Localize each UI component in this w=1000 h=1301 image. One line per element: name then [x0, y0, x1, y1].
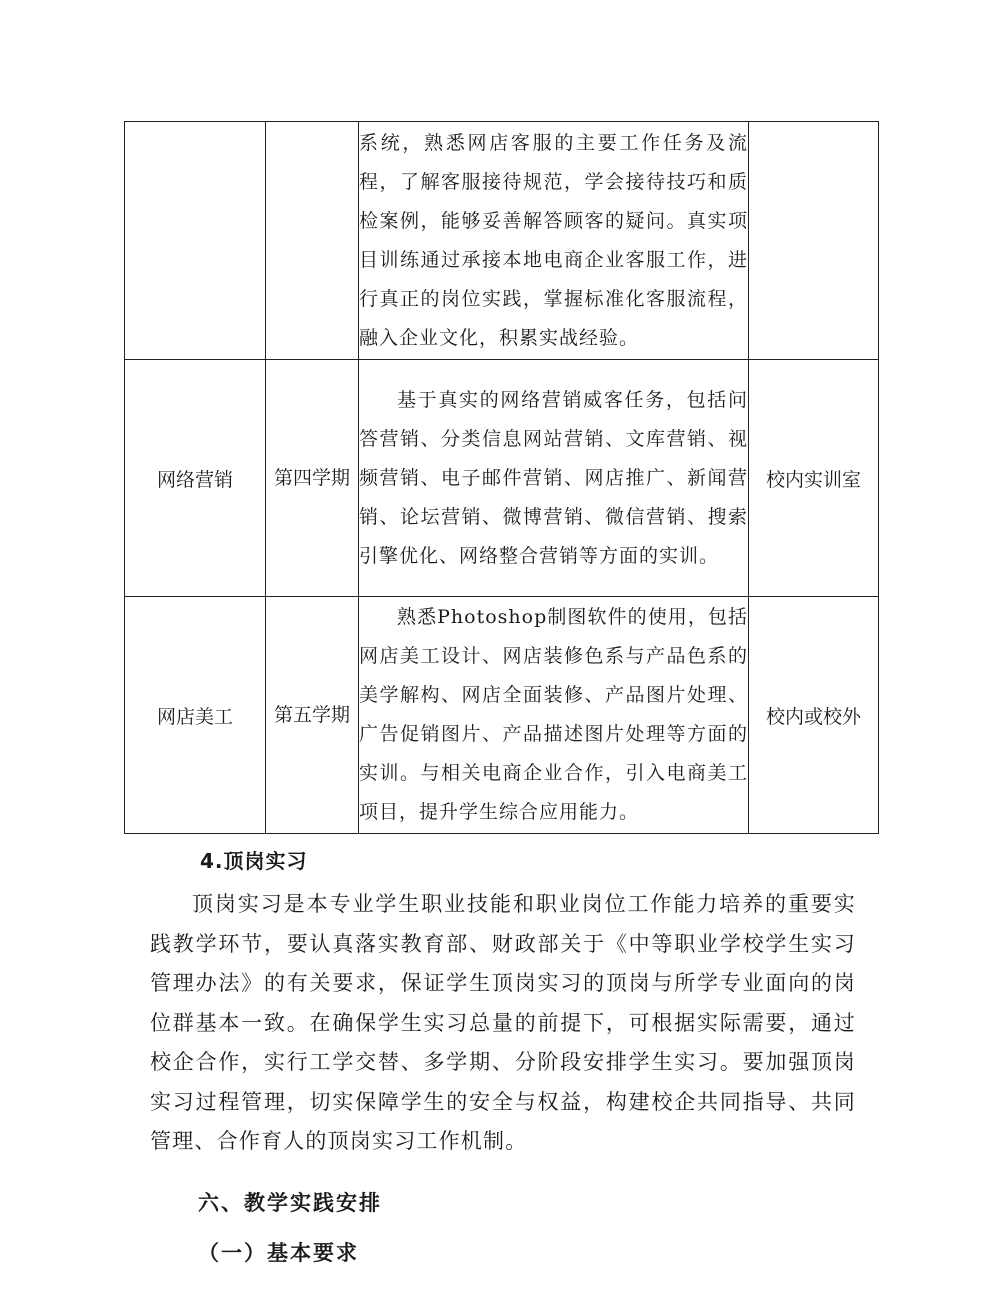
- table-row: [125, 360, 879, 597]
- course-cell: 网店美工: [125, 597, 266, 834]
- course-cell: [125, 122, 266, 360]
- description-cell: [359, 360, 749, 597]
- semester-cell: 第四学期: [266, 360, 359, 597]
- table-row: [125, 597, 879, 834]
- table-row: [125, 122, 879, 360]
- subsection-heading-basic-requirements: （一）基本要求: [198, 1241, 359, 1265]
- section-heading-teaching-practice: 六、教学实践安排: [198, 1191, 382, 1215]
- description-cell: [359, 597, 749, 834]
- semester-cell: [266, 122, 359, 360]
- location-cell: 校内实训室: [749, 360, 879, 597]
- course-cell: 网络营销: [125, 360, 266, 597]
- description-text: 系统，熟悉网店客服的主要工作任务及流程，了解客服接待规范，学会接待技巧和质检案例，能够妥善解答顾客的疑问。真实项目训练通过承接本地电商企业客服工作，进行真正的岗位实践，掌握标准化客服流程，融入企业文化，积累实战经验。: [359, 131, 748, 349]
- description-text: 熟悉Photoshop制图软件的使用，包括网店美工设计、网店装修色系与产品色系的美学解构、网店全面装修、产品图片处理、广告促销图片、产品描述图片处理等方面的实训。与相关电商企业合作，引入电商美工项目，提升学生综合应用能力。: [359, 606, 748, 823]
- practice-table: [124, 121, 879, 834]
- description-text: 基于真实的网络营销威客任务，包括问答营销、分类信息网站营销、文库营销、视频营销、电子邮件营销、网店推广、新闻营销、论坛营销、微博营销、微信营销、搜索引擎优化、网络整合营销等方面的实训。: [359, 388, 748, 567]
- location-cell: [749, 122, 879, 360]
- location-cell: 校内或校外: [749, 597, 879, 834]
- semester-cell: 第五学期: [266, 597, 359, 834]
- section-heading-internship: 4.顶岗实习: [200, 849, 308, 873]
- description-cell: [359, 122, 749, 360]
- internship-paragraph: 顶岗实习是本专业学生职业技能和职业岗位工作能力培养的重要实践教学环节，要认真落实教育部、财政部关于《中等职业学校学生实习管理办法》的有关要求，保证学生顶岗实习的顶岗与所学专业面向的岗位群基本一致。在确保学生实习总量的前提下，可根据实际需要，通过校企合作，实行工学交替、多学期、分阶段安排学生实习。要加强顶岗实习过程管理，切实保障学生的安全与权益，构建校企共同指导、共同管理、合作育人的顶岗实习工作机制。: [150, 892, 856, 1153]
